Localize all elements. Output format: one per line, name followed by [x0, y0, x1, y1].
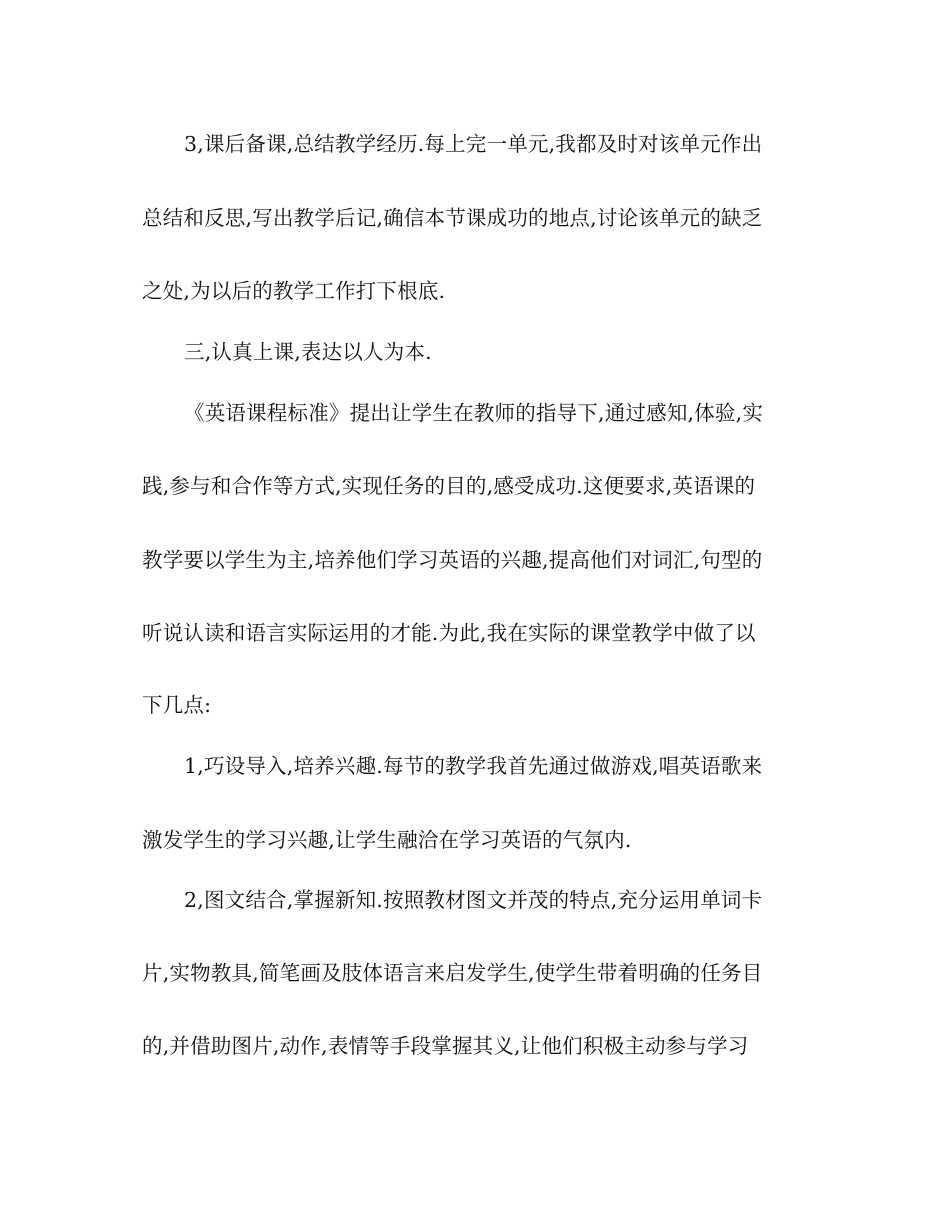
text-line: 之处,为以后的教学工作打下根底.	[142, 279, 446, 303]
text-line: 听说认读和语言实际运用的才能.为此,我在实际的课堂教学中做了以	[142, 621, 756, 645]
text-line: 片,实物教具,简笔画及肢体语言来启发学生,使学生带着明确的任务目	[142, 961, 763, 985]
text-line: 总结和反思,写出教学后记,确信本节课成功的地点,讨论该单元的缺乏	[142, 206, 763, 230]
text-line: 践,参与和合作等方式,实现任务的目的,感受成功.这便要求,英语课的	[142, 474, 756, 498]
text-line: 教学要以学生为主,培养他们学习英语的兴趣,提高他们对词汇,句型的	[142, 548, 763, 572]
text-line: 1,巧设导入,培养兴趣.每节的教学我首先通过做游戏,唱英语歌来	[184, 754, 763, 778]
text-line: 的,并借助图片,动作,表情等手段掌握其义,让他们积极主动参与学习	[142, 1034, 749, 1058]
text-line: 3,课后备课,总结教学经历.每上完一单元,我都及时对该单元作出	[184, 132, 763, 156]
text-line: 2,图文结合,掌握新知.按照教材图文并茂的特点,充分运用单词卡	[184, 888, 763, 912]
section-heading: 三,认真上课,表达以人为本.	[184, 340, 432, 364]
text-line: 《英语课程标准》提出让学生在教师的指导下,通过感知,体验,实	[184, 401, 764, 425]
text-line: 下几点:	[142, 693, 212, 717]
text-line: 激发学生的学习兴趣,让学生融洽在学习英语的气氛内.	[142, 828, 632, 852]
